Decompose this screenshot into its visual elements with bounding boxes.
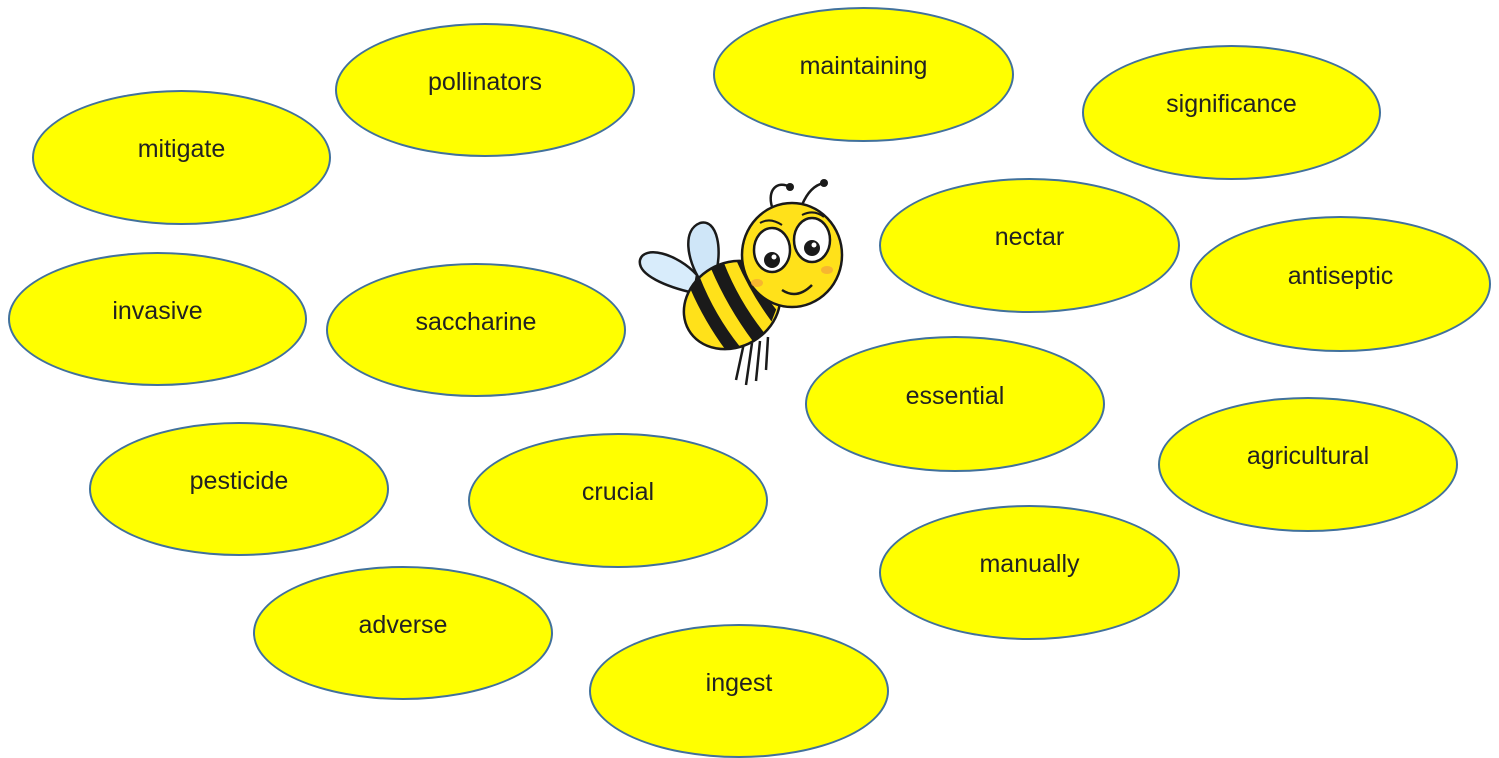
word-label: pesticide <box>189 466 289 495</box>
bee-icon <box>632 175 847 395</box>
word-bubble-saccharine[interactable] <box>326 263 626 397</box>
word-bubble-ingest[interactable] <box>589 624 889 758</box>
word-label: significance <box>1166 90 1297 118</box>
word-bubble-adverse[interactable] <box>253 566 553 700</box>
word-bubble-pollinators[interactable] <box>335 23 635 157</box>
word-bubble-manually[interactable] <box>879 505 1180 640</box>
word-bubble-antiseptic[interactable] <box>1190 216 1491 352</box>
word-label: adverse <box>358 610 448 639</box>
word-bubble-nectar[interactable] <box>879 178 1180 313</box>
word-bubble-essential[interactable] <box>805 336 1105 472</box>
word-bubble-significance[interactable] <box>1082 45 1381 180</box>
word-bubble-maintaining[interactable] <box>713 7 1014 142</box>
word-bubble-crucial[interactable] <box>468 433 768 568</box>
word-bubble-pesticide[interactable] <box>89 422 389 556</box>
word-label: crucial <box>581 478 655 506</box>
word-label: antiseptic <box>1287 261 1394 290</box>
word-label: maintaining <box>799 52 928 80</box>
word-label: nectar <box>994 223 1065 251</box>
word-label: agricultural <box>1246 442 1370 470</box>
word-label: essential <box>905 381 1005 410</box>
word-bubble-invasive[interactable] <box>8 252 307 386</box>
word-label: mitigate <box>137 135 226 163</box>
word-label: ingest <box>705 668 773 697</box>
word-bubble-agricultural[interactable] <box>1158 397 1458 532</box>
word-bubble-mitigate[interactable] <box>32 90 331 225</box>
word-label: pollinators <box>428 67 542 96</box>
word-label: invasive <box>112 296 203 325</box>
word-label: manually <box>979 550 1080 578</box>
word-label: saccharine <box>415 307 537 336</box>
